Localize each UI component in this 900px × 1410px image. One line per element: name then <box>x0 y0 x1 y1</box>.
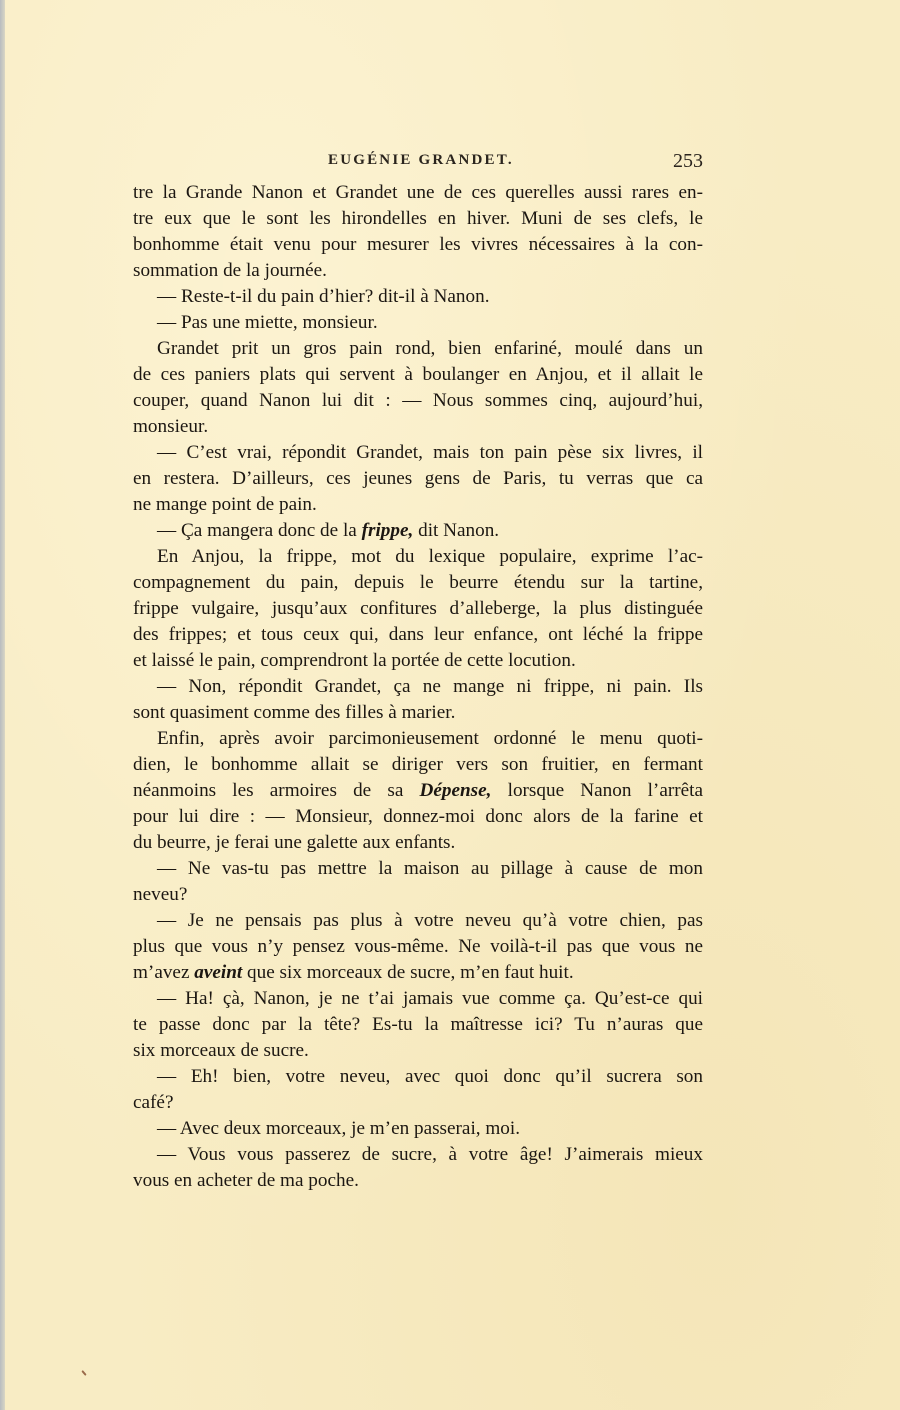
text-line: de ces paniers plats qui servent à boulanger en Anjou, et il allait le <box>133 364 703 385</box>
text-segment: néanmoins les armoires de sa <box>133 780 420 801</box>
text-line <box>133 960 703 986</box>
text-line: tre eux que le sont les hirondelles en hiver. Muni de ses clefs, le <box>133 208 703 229</box>
text-segment: dit Nanon. <box>413 520 500 541</box>
text-line: — Pas une miette, monsieur. <box>157 312 378 333</box>
text-line: compagnement du pain, depuis le beurre étendu sur la tartine, <box>133 572 703 593</box>
text-line: couper, quand Nanon lui dit : — Nous sommes cinq, aujourd’hui, <box>133 390 703 411</box>
text-line: — Vous vous passerez de sucre, à votre âge! J’aimerais mieux <box>157 1144 703 1165</box>
text-segment: — Ça mangera donc de la <box>157 520 362 541</box>
italic-term: frippe, <box>361 520 414 541</box>
text-line: six morceaux de sucre. <box>133 1040 309 1061</box>
text-line: — Non, répondit Grandet, ça ne mange ni frippe, ni pain. Ils <box>157 676 703 697</box>
running-head-title: EUGÉNIE GRANDET. <box>328 152 514 168</box>
text-line: bonhomme était venu pour mesurer les vivres nécessaires à la con- <box>133 234 703 255</box>
text-line: et laissé le pain, comprendront la portée de cette locution. <box>133 650 576 671</box>
page-edge <box>0 0 5 1410</box>
text-segment: lorsque Nanon l’arrêta <box>491 780 703 801</box>
text-line <box>133 778 703 804</box>
text-line: — Eh! bien, votre neveu, avec quoi donc qu’il sucrera son <box>157 1066 703 1087</box>
text-line: — Ne vas-tu pas mettre la maison au pillage à cause de mon <box>157 858 703 879</box>
italic-term: aveint <box>194 962 243 983</box>
text-line: tre la Grande Nanon et Grandet une de ces querelles aussi rares en- <box>133 182 703 203</box>
text-line: neveu? <box>133 884 188 905</box>
paper-speck <box>81 1370 86 1376</box>
text-segment: m’avez <box>133 962 195 983</box>
text-line: pour lui dire : — Monsieur, donnez-moi donc alors de la farine et <box>133 806 703 827</box>
text-line: du beurre, je ferai une galette aux enfants. <box>133 832 456 853</box>
text-line: en restera. D’ailleurs, ces jeunes gens de Paris, tu verras que ca <box>133 468 703 489</box>
text-line: sont quasiment comme des filles à marier. <box>133 702 456 723</box>
page-number: 253 <box>673 150 703 172</box>
text-line: monsieur. <box>133 416 209 437</box>
text-line: te passe donc par la tête? Es-tu la maîtresse ici? Tu n’auras que <box>133 1014 703 1035</box>
text-line: — Ha! çà, Nanon, je ne t’ai jamais vue comme ça. Qu’est-ce qui <box>157 988 703 1009</box>
text-line: Grandet prit un gros pain rond, bien enfariné, moulé dans un <box>157 338 703 359</box>
text-line: — C’est vrai, répondit Grandet, mais ton pain pèse six livres, il <box>157 442 703 463</box>
text-line: sommation de la journée. <box>133 260 327 281</box>
running-head <box>133 150 703 176</box>
text-line: — Reste-t-il du pain d’hier? dit-il à Nanon. <box>157 286 490 307</box>
text-line: des frippes; et tous ceux qui, dans leur enfance, ont léché la frippe <box>133 624 703 645</box>
italic-term: Dépense, <box>419 780 492 801</box>
text-line: ne mange point de pain. <box>133 494 317 515</box>
text-segment: que six morceaux de sucre, m’en faut huit. <box>242 962 574 983</box>
body-text <box>133 180 703 1194</box>
text-line: — Avec deux morceaux, je m’en passerai, moi. <box>157 1118 521 1139</box>
text-line: frippe vulgaire, jusqu’aux confitures d’alleberge, la plus distinguée <box>133 598 703 619</box>
text-line <box>133 518 703 544</box>
text-line: café? <box>133 1092 174 1113</box>
text-line: En Anjou, la frippe, mot du lexique populaire, exprime l’ac- <box>157 546 703 567</box>
text-line: vous en acheter de ma poche. <box>133 1170 359 1191</box>
text-line: plus que vous n’y pensez vous-même. Ne voilà-t-il pas que vous ne <box>133 936 703 957</box>
text-line: — Je ne pensais pas plus à votre neveu qu’à votre chien, pas <box>157 910 703 931</box>
text-line: Enfin, après avoir parcimonieusement ordonné le menu quoti- <box>157 728 703 749</box>
text-line: dien, le bonhomme allait se diriger vers son fruitier, en fermant <box>133 754 703 775</box>
